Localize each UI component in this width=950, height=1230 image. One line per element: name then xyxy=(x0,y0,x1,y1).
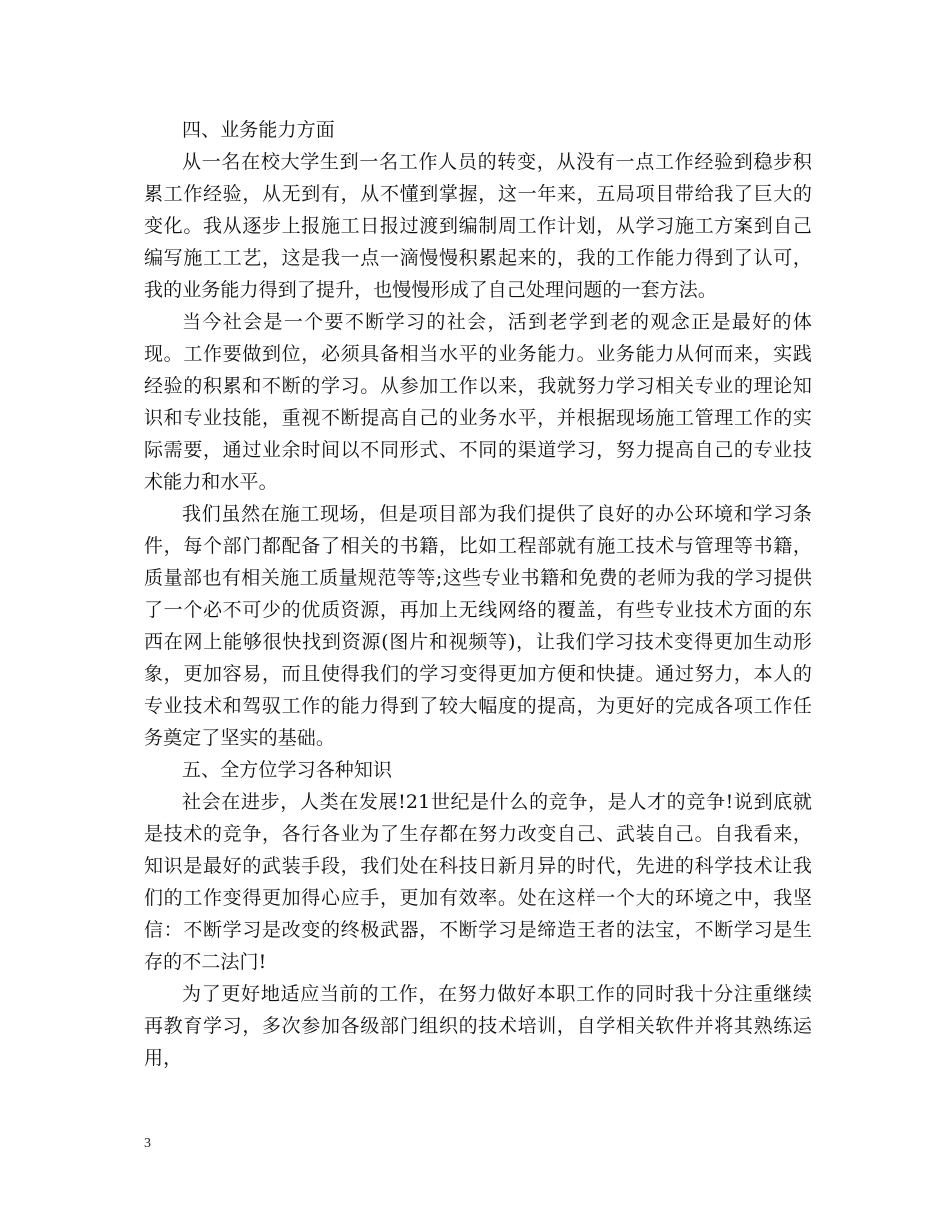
paragraph-career-transition: 从一名在校大学生到一名工作人员的转变，从没有一点工作经验到稳步积累工作经验，从无到有，从不懂到掌握，这一年来，五局项目带给我了巨大的变化。我从逐步上报施工日报过渡到编制周工作计划，从学习施工方案到自己编写施工工艺，这是我一点一滴慢慢积累起来的，我的工作能力得到了认可，我的业务能力得到了提升，也慢慢形成了自己处理问题的一套方法。 xyxy=(144,151,812,301)
page-number: 3 xyxy=(144,1136,151,1151)
document-body xyxy=(144,114,812,1074)
paragraph-social-progress: 社会在进步，人类在发展!21世纪是什么的竞争，是人才的竞争!说到底就是技术的竞争，各行各业为了生存都在努力改变自己、武装自己。自我看来，知识是最好的武装手段，我们处在科技日新月异的时代，先进的科学技术让我们的工作变得更加得心应手，更加有效率。处在这样一个大的环境之中，我坚信：不断学习是改变的终极武器，不断学习是缔造王者的法宝，不断学习是生存的不二法门! xyxy=(144,791,812,973)
section-heading-all-round-learning: 五、全方位学习各种知识 xyxy=(182,759,393,781)
paragraph-further-education: 为了更好地适应当前的工作，在努力做好本职工作的同时我十分注重继续再教育学习，多次参加各级部门组织的技术培训，自学相关软件并将其熟练运用， xyxy=(144,983,812,1069)
paragraph-continuous-learning: 当今社会是一个要不断学习的社会，活到老学到老的观念正是最好的体现。工作要做到位，必须具备相当水平的业务能力。业务能力从何而来，实践经验的积累和不断的学习。从参加工作以来，我就努力学习相关专业的理论知识和专业技能，重视不断提高自己的业务水平，并根据现场施工管理工作的实际需要，通过业余时间以不同形式、不同的渠道学习，努力提高自己的专业技术能力和水平。 xyxy=(144,311,812,493)
paragraph-learning-resources: 我们虽然在施工现场，但是项目部为我们提供了良好的办公环境和学习条件，每个部门都配备了相关的书籍，比如工程部就有施工技术与管理等书籍，质量部也有相关施工质量规范等等;这些专业书籍和免费的老师为我的学习提供了一个必不可少的优质资源，再加上无线网络的覆盖，有些专业技术方面的东西在网上能够很快找到资源(图片和视频等)，让我们学习技术变得更加生动形象，更加容易，而且使得我们的学习变得更加方便和快捷。通过努力，本人的专业技术和驾驭工作的能力得到了较大幅度的提高，为更好的完成各项工作任务奠定了坚实的基础。 xyxy=(144,503,812,749)
section-heading-business-ability: 四、业务能力方面 xyxy=(182,119,335,141)
